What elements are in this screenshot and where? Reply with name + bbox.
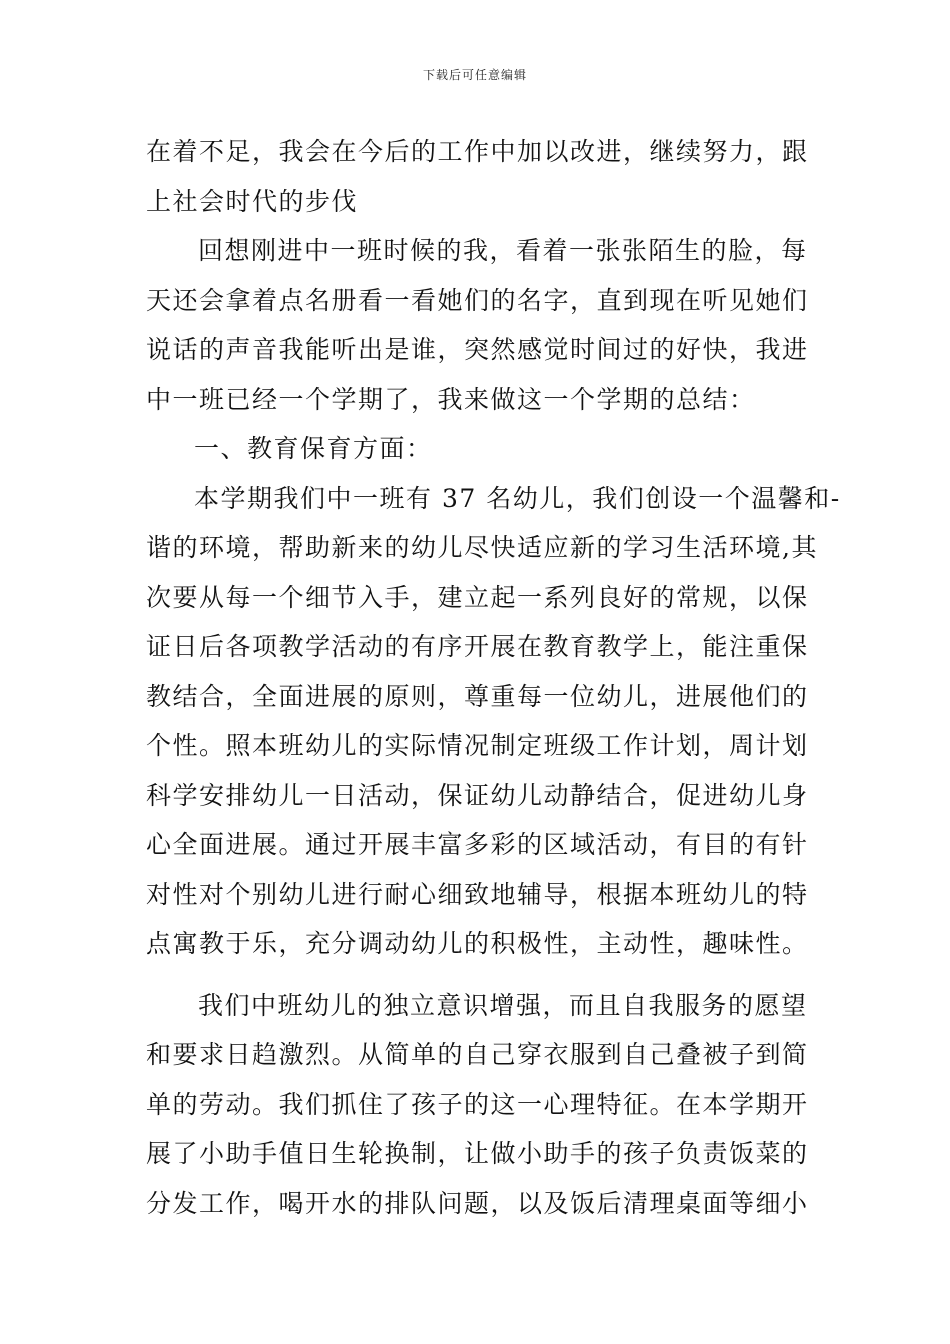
text-line: 科学安排幼儿一日活动，保证幼儿动静结合，促进幼儿身 [146,780,809,810]
paragraph-start-line: 本学期我们中一班有 37 名幼儿，我们创设一个温馨和- [194,483,841,513]
text-line: 对性对个别幼儿进行耐心细致地辅导，根据本班幼儿的特 [146,879,809,909]
paragraph-start-line: 我们中班幼儿的独立意识增强，而且自我服务的愿望 [198,990,808,1020]
text-line: 说话的声音我能听出是谁，突然感觉时间过的好快，我进 [146,335,809,364]
text-line: 上社会时代的步伐 [146,186,359,216]
section-heading: 一、教育保育方面： [194,434,433,463]
text-line: 展了小助手值日生轮换制，让做小助手的孩子负责饭菜的 [146,1139,809,1168]
text-line: 天还会拿着点名册看一看她们的名字，直到现在听见她们 [146,285,809,315]
text-line: 在着不足，我会在今后的工作中加以改进，继续努力，跟 [146,137,809,166]
text-line: 单的劳动。我们抓住了孩子的这一心理特征。在本学期开 [146,1089,809,1119]
text-line: 教结合，全面进展的原则，尊重每一位幼儿，进展他们的 [146,681,809,711]
text-line: 中一班已经一个学期了，我来做这一个学期的总结： [146,384,756,414]
text-line: 个性。照本班幼儿的实际情况制定班级工作计划，周计划 [146,731,809,760]
header-note: 下载后可任意编辑 [422,68,527,82]
paragraph-start-line: 回想刚进中一班时候的我，看着一张张陌生的脸，每 [198,236,808,265]
text-line: 点寓教于乐，充分调动幼儿的积极性，主动性，趣味性。 [146,929,809,958]
text-line: 分发工作，喝开水的排队问题，以及饭后清理桌面等细小 [146,1188,809,1218]
text-line: 心全面进展。通过开展丰富多彩的区域活动，有目的有针 [146,830,809,859]
text-line: 和要求日趋激烈。从简单的自己穿衣服到自己叠被子到简 [146,1040,809,1069]
document-body [146,127,841,1228]
text-line: 次要从每一个细节入手，建立起一系列良好的常规，以保 [146,582,809,612]
text-line: 谐的环境，帮助新来的幼儿尽快适应新的学习生活环境,其 [146,533,818,562]
paragraph-gap [146,969,806,981]
text-line: 证日后各项教学活动的有序开展在教育教学上，能注重保 [146,632,809,661]
